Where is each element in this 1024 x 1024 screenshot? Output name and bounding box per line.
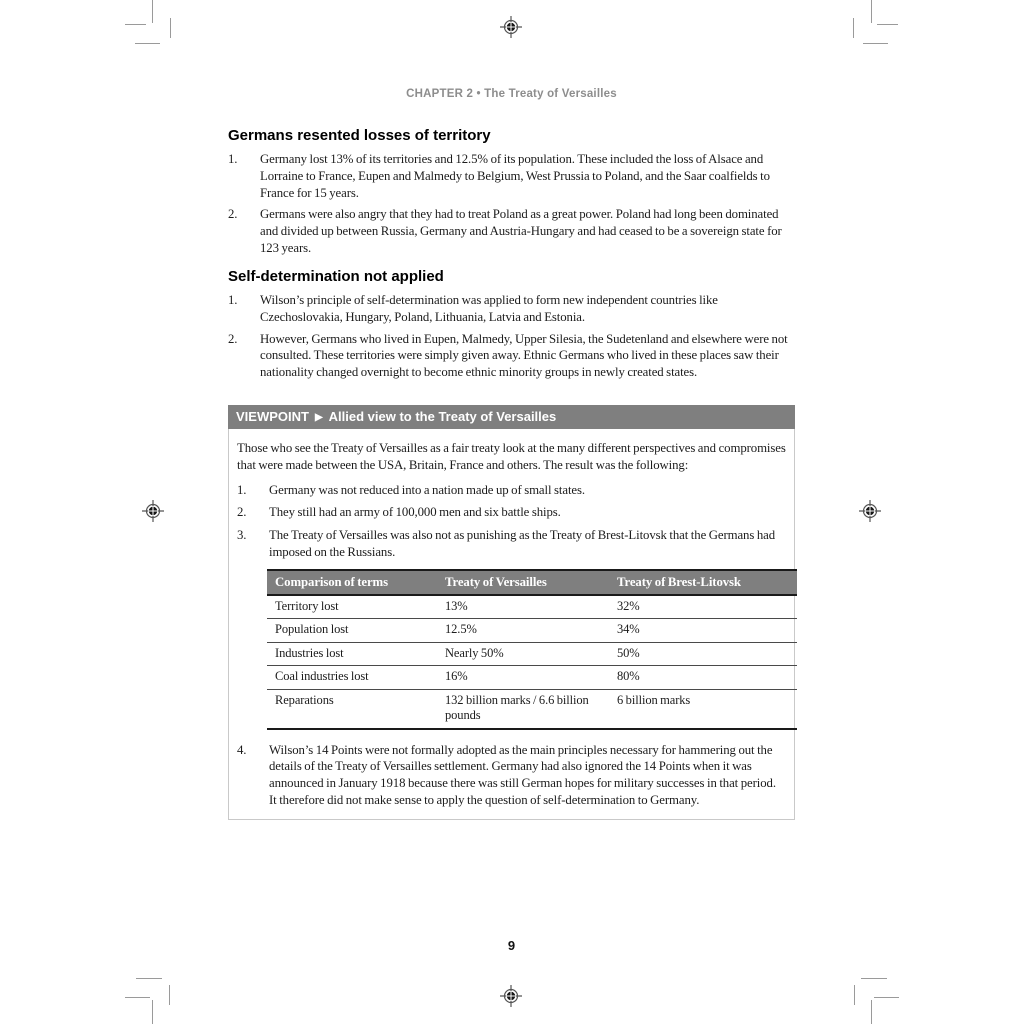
list-item-text: Wilson’s principle of self-determination was applied to form new independent countries like Czechoslovakia, Hungary, Poland, Lithuania, Latvia and Estonia. bbox=[260, 293, 718, 324]
viewpoint-intro: Those who see the Treaty of Versailles as a fair treaty look at the many different perspectives and compromises that were made between the USA, Britain, France and others. The result was the following: bbox=[237, 441, 786, 472]
list-item-number: 2. bbox=[237, 505, 247, 520]
list-item bbox=[237, 504, 786, 521]
registration-mark-icon bbox=[499, 984, 523, 1008]
section-territory-losses bbox=[228, 127, 795, 262]
viewpoint-label: VIEWPOINT bbox=[236, 409, 309, 424]
list-item bbox=[237, 742, 786, 809]
list-item-number: 2. bbox=[228, 331, 238, 346]
table-cell: Coal industries lost bbox=[267, 666, 437, 690]
table-cell: 80% bbox=[609, 666, 797, 690]
table-header-cell: Comparison of terms bbox=[267, 570, 437, 595]
table-row bbox=[267, 642, 797, 666]
table-row bbox=[267, 619, 797, 643]
comparison-table bbox=[267, 569, 797, 730]
table-header-cell: Treaty of Brest-Litovsk bbox=[609, 570, 797, 595]
table-cell: Reparations bbox=[267, 689, 437, 729]
list-item-text: The Treaty of Versailles was also not as punishing as the Treaty of Brest-Litovsk that the Germans had imposed on the Russians. bbox=[269, 528, 776, 559]
list-item-number: 2. bbox=[228, 207, 238, 222]
section-heading: Self-determination not applied bbox=[228, 268, 444, 285]
table-row bbox=[267, 595, 797, 619]
list-item-text: Germany was not reduced into a nation made up of small states. bbox=[269, 482, 585, 497]
list-item-number: 4. bbox=[237, 742, 247, 757]
registration-mark-icon bbox=[499, 15, 523, 39]
list-item bbox=[228, 206, 795, 256]
list-item bbox=[237, 482, 786, 499]
table-cell: 32% bbox=[609, 595, 797, 619]
table-row bbox=[267, 666, 797, 690]
section-heading: Germans resented losses of territory bbox=[228, 127, 491, 144]
table-cell: 132 billion marks / 6.6 billion pounds bbox=[437, 689, 609, 729]
list-item-number: 1. bbox=[237, 482, 247, 497]
list-item-text: They still had an army of 100,000 men and six battle ships. bbox=[269, 505, 561, 520]
page-number: 9 bbox=[507, 938, 516, 953]
table-row bbox=[267, 689, 797, 729]
table-cell: Industries lost bbox=[267, 642, 437, 666]
list-item-text: Germany lost 13% of its territories and 12.5% of its population. These included the loss of Alsace and Lorraine to France, Eupen and Malmedy to Belgium, West Prussia to Poland, and the Saar coalfields to France for 15 years. bbox=[260, 152, 770, 200]
list-item bbox=[228, 151, 795, 201]
viewpoint-body bbox=[228, 429, 795, 820]
registration-mark-icon bbox=[858, 499, 882, 523]
table-cell: 50% bbox=[609, 642, 797, 666]
list-item bbox=[228, 292, 795, 326]
viewpoint-header-bar bbox=[228, 405, 795, 429]
table-cell: 13% bbox=[437, 595, 609, 619]
table-cell: Population lost bbox=[267, 619, 437, 643]
viewpoint-title: Allied view to the Treaty of Versailles bbox=[328, 409, 557, 424]
list-item-text: Wilson’s 14 Points were not formally adopted as the main principles necessary for hammering out the details of the Treaty of Versailles settlement. Germany had also ignored the 14 Points when it was announced in January 1918 because there was still German hopes for military successes in that period. It therefore did not make sense to apply the question of self-determination to Germany. bbox=[269, 742, 776, 807]
list-item-number: 1. bbox=[228, 152, 238, 166]
table-cell: 6 billion marks bbox=[609, 689, 797, 729]
table-cell: 12.5% bbox=[437, 619, 609, 643]
list-item-text: Germans were also angry that they had to treat Poland as a great power. Poland had long been dominated and divided up between Russia, Germany and Austria-Hungary and had ceased to be a sovereign state for 123 years. bbox=[260, 207, 782, 255]
list-item-number: 3. bbox=[237, 528, 247, 543]
table-cell: 16% bbox=[437, 666, 609, 690]
table-cell: Territory lost bbox=[267, 595, 437, 619]
list-item-number: 1. bbox=[228, 293, 238, 307]
table-header-cell: Treaty of Versailles bbox=[437, 570, 609, 595]
list-item bbox=[237, 527, 786, 561]
list-item-text: However, Germans who lived in Eupen, Malmedy, Upper Silesia, the Sudetenland and elsewhere were not consulted. These territories were simply given away. Ethnic Germans who lived in these places saw their nationality changed overnight to become ethnic minority groups in newly created states. bbox=[260, 331, 788, 380]
registration-mark-icon bbox=[141, 499, 165, 523]
running-header: CHAPTER 2 • The Treaty of Versailles bbox=[406, 88, 617, 100]
viewpoint-box bbox=[228, 405, 795, 820]
list-item bbox=[228, 331, 795, 381]
table-header-row bbox=[267, 570, 797, 595]
section-self-determination bbox=[228, 268, 795, 386]
table-cell: Nearly 50% bbox=[437, 642, 609, 666]
arrow-right-icon: ▶ bbox=[314, 412, 323, 423]
table-cell: 34% bbox=[609, 619, 797, 643]
